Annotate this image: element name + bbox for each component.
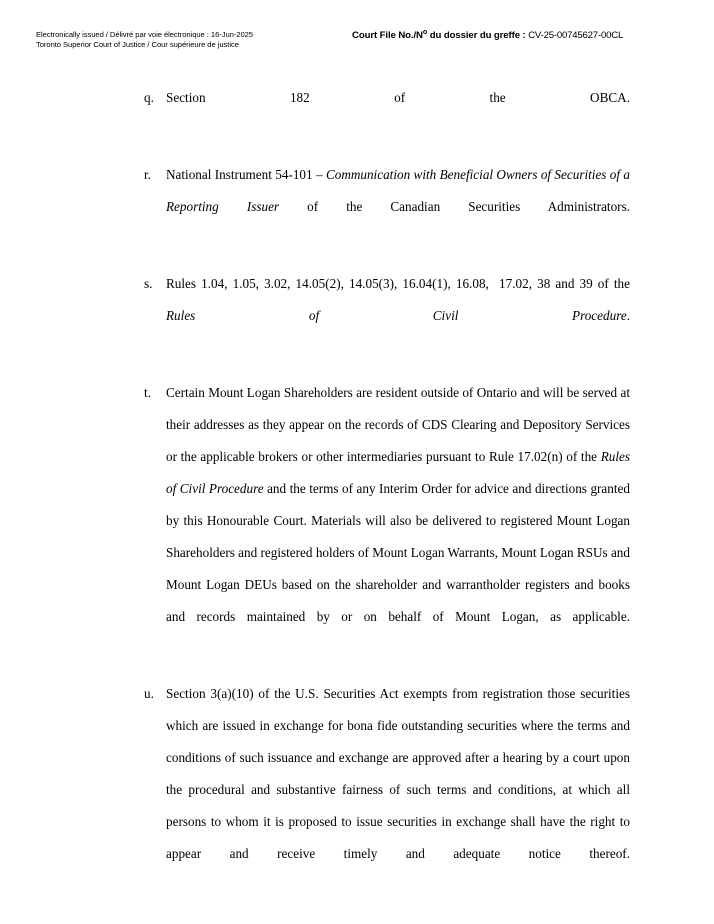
clause-marker: s. [144, 276, 153, 291]
clause-marker: t. [144, 385, 151, 400]
italic-title: Rules of Civil Procedure [166, 308, 627, 323]
court-file-label-part1: Court File No./N [352, 30, 423, 41]
clause-marker: r. [144, 167, 151, 182]
court-file-number-value: CV-25-00745627-00CL [528, 30, 624, 41]
stamp-issued-line: Electronically issued / Délivré par voie électronique : 16-Jun-2025 [36, 30, 253, 39]
clause-text: Section 182 of the OBCA. [166, 90, 630, 105]
stamp-issuance-text [36, 30, 253, 49]
stamp-court-line: Toronto Superior Court of Justice / Cour supérieure de justice [36, 39, 239, 49]
clause-u [0, 678, 714, 902]
court-file-label-part2: du dossier du greffe : [427, 30, 529, 41]
clause-text: Section 3(a)(10) of the U.S. Securities Act exempts from registration those securities which are issued in exchange for bona fide outstanding securities where the terms and conditions of such issuance and exchange are approved after a hearing by a court upon the procedural and substantive fairness of such terms and conditions, at which all persons to whom it is proposed to issue securities in exchange shall have the right to appear and receive timely and adequate notice thereof. [166, 686, 630, 861]
clause-marker: u. [144, 686, 154, 701]
electronic-issuance-stamp [0, 26, 714, 58]
clause-r [0, 159, 714, 255]
clause-text: Rules 1.04, 1.05, 3.02, 14.05(2), 14.05(3), 16.04(1), 16.08, 17.02, 38 and 39 of the Rules of Civil Procedure. [166, 276, 630, 323]
clause-t [0, 377, 714, 665]
italic-title: Communication with Beneficial Owners of Securities of a Reporting Issuer [166, 167, 631, 214]
clause-q [0, 82, 714, 146]
court-file-number-block [352, 26, 624, 41]
clause-text: National Instrument 54-101 – Communication with Beneficial Owners of Securities of a Reporting Issuer of the Canadian Securities Administrators. [166, 167, 631, 214]
italic-title: Rules of Civil Procedure [166, 449, 630, 496]
clause-s [0, 268, 714, 364]
court-file-label-superscript: o [422, 26, 428, 36]
clause-marker: q. [144, 90, 154, 105]
clause-text: Certain Mount Logan Shareholders are resident outside of Ontario and will be served at their addresses as they appear on the records of CDS Clearing and Depository Services or the applicable brokers or other intermediaries pursuant to Rule 17.02(n) of the Rules of Civil Procedure and the terms of any Interim Order for advice and directions granted by this Honourable Court. Materials will also be delivered to registered Mount Logan Shareholders and registered holders of Mount Logan Warrants, Mount Logan RSUs and Mount Logan DEUs based on the shareholder and warrantholder registers and books and records maintained by or on behalf of Mount Logan, as applicable. [166, 385, 630, 624]
document-body [0, 82, 714, 902]
